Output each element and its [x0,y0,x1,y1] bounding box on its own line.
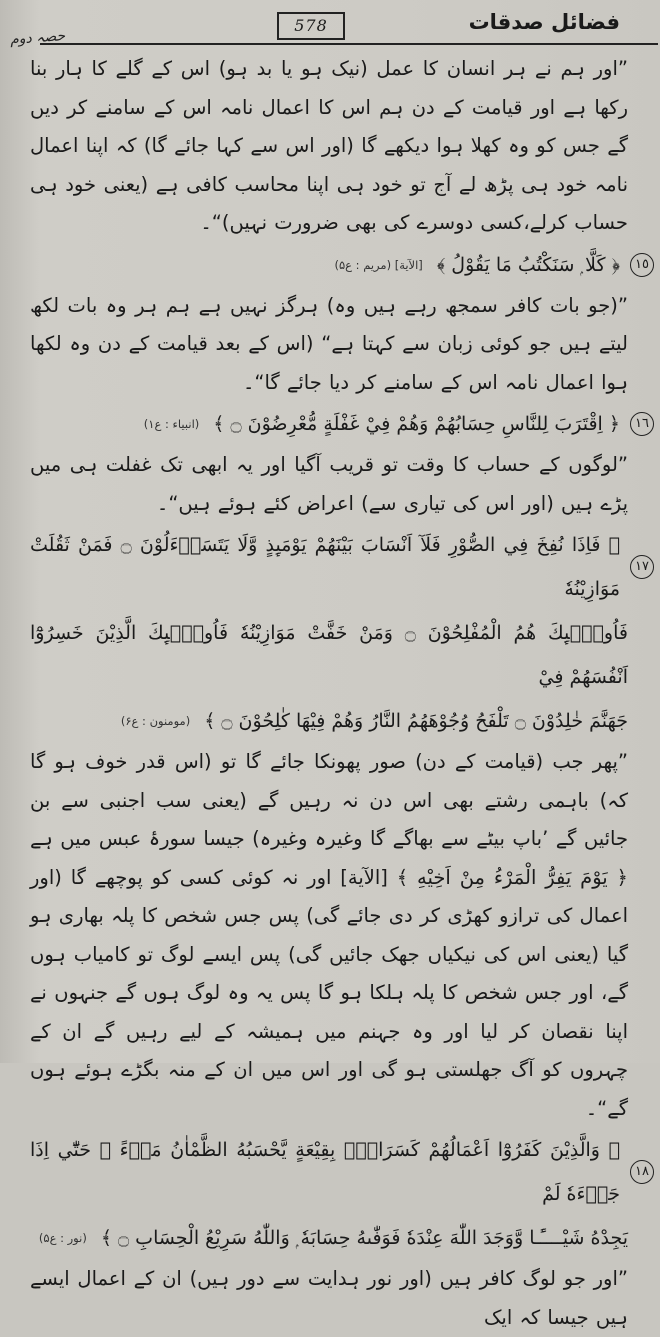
verse-ref-18: (نور : ع۵) [38,1231,87,1245]
page-header [0,0,660,46]
verse-text-17-line-2: فَاُولٰۗىِٕكَ هُمُ الْمُفْلِحُوْنَ ۝ وَمَنْ خَفَّتْ مَوَازِيْنُهٗ فَاُولٰۗىِٕكَ الَّذِيْنَ خَسِرُوْٓا اَنْفُسَهُمْ فِيْ [30,622,628,688]
verse-18 [30,1128,649,1260]
page-body [30,50,649,1337]
verse-text-18-line-2: يَجِدْهُ شَيْــــًٔـا وَّوَجَدَ اللّٰهَ عِنْدَهٗ فَوَفّٰىهُ حِسَابَهٗ ۭ وَاللّٰهُ سَرِيْعُ الْحِسَابِ ۝ ﴾ [100,1227,628,1249]
translation-15: ”(جو بات کافر سمجھ رہے ہیں وہ) ہرگز نہیں ہے ہم ہر وہ بات لکھ لیتے ہیں جو کوئی زبان سے کہتا ہے“ (اس کے بعد قیامت کے دن وہ لکھا ہوا اعمال نامہ اس کے سامنے کر دیا جائے گا“۔ [30,293,628,394]
verse-16 [30,402,649,446]
paragraph-intro: ”اور ہم نے ہر انسان کا عمل (نیک ہو یا بد ہو) اس کے گلے کا ہار بنا رکھا ہے اور قیامت کے دن ہم اس کا اعمال نامہ اس کے سامنے کر دیں گے جس کو وہ کھلا ہوا دیکھے گا (اور اس سے کہا جائے گا) کہ اپنا اعمال نامہ خود ہی پڑھ لے آج تو خود ہی اپنا محاسب کافی ہے (یعنی خود ہی حساب کرلے،کسی دوسرے کی بھی ضرورت نہیں)“۔ [30,57,628,234]
page-number: 578 [277,12,345,40]
verse-number-17: ١٧ [630,555,654,579]
verse-ref-17: (مومنون : ع۶) [120,714,191,728]
verse-text-15: ﴿ كَلَّا ۭ سَنَكْتُبُ مَا يَقُوْلُ ﴾ [436,253,620,276]
volume-note: حصہ دوم [9,28,66,48]
verse-ref-16: (انبياء : ع۱) [143,417,200,431]
verse-text-16: ﴿ اِقْتَرَبَ لِلنَّاسِ حِسَابُهُمْ وَهُمْ فِيْ غَفْلَةٍ مُّعْرِضُوْنَ ۝ ﴾ [213,413,620,435]
verse-number-15: ١٥ [630,253,654,277]
translation-17: ”پھر جب (قیامت کے دن) صور پھونکا جائے گا تو (اس قدر خوف ہو گا کہ) باہمی رشتے بھی اس دن نہ رہیں گے (یعنی سب اجنبی سے بن جائیں گے ’باپ بیٹے سے بھاگے گا وغیرہ وغیرہ) جیسا سورۂ عبس میں ہے ﴿ يَوْمَ يَفِرُّ الْمَرْءُ مِنْ اَخِيْهِ ﴾ [الآية] اور نہ کوئی کسی کو پوچھے گا (اور اعمال کی ترازو کھڑی کر دی جائے گی) پس جس شخص کا پلہ بھاری ہو گیا (یعنی اس کی نیکیاں جھک جائیں گی) پس ایسے لوگ تو کامیاب ہوں گے، اور جس شخص کا پلہ ہلکا ہو گا پس یہ وہ لوگ ہوں گے جنہوں نے اپنا نقصان کر لیا اور وہ جہنم میں ہمیشہ کے لیے رہیں گے ان کے چہروں کو آگ جھلستی ہو گی اور اس میں ان کے منہ بگڑے ہوئے ہوں گے“۔ [30,750,628,1120]
book-title: فضائل صدقات [468,10,620,34]
verse-text-17-line-3: جَهَنَّمَ خٰلِدُوْنَ ۝ تَلْفَحُ وُجُوْهَهُمُ النَّارُ وَهُمْ فِيْهَا كٰلِحُوْنَ ۝ ﴾ [204,710,628,732]
header-rule [40,43,658,45]
verse-ref-15: [الآية] (مريم : ع۵) [334,257,423,272]
verse-17 [30,523,649,743]
verse-text-18-line-1: ﴿ وَالَّذِيْنَ كَفَرُوْٓا اَعْمَالُهُمْ كَسَرَابٍۢ بِقِيْعَةٍ يَّحْسَبُهُ الظَّمْاٰنُ مَاۗءً ۭ حَتّٰٓي اِذَا جَاۗءَهٗ لَمْ [30,1139,620,1205]
translation-16: ”لوگوں کے حساب کا وقت تو قریب آگیا اور یہ ابھی تک غفلت ہی میں پڑے ہیں (اور اس کی تیاری سے) اعراض کئے ہوئے ہیں“۔ [30,453,628,515]
verse-text-17-line-1: ﴿ فَاِذَا نُفِخَ فِي الصُّوْرِ فَلَآ اَنْسَابَ بَيْنَهُمْ يَوْمَىِٕذٍ وَّلَا يَتَسَاۗءَلُوْنَ ۝ فَمَنْ ثَقُلَتْ مَوَازِيْنُهٗ [30,534,620,600]
verse-15 [30,243,649,287]
verse-number-18: ١٨ [630,1160,654,1184]
translation-18: ”اور جو لوگ کافر ہیں (اور نور ہدایت سے دور ہیں) ان کے اعمال ایسے ہیں جیسا کہ ایک [30,1267,628,1329]
verse-number-16: ١٦ [630,412,654,436]
